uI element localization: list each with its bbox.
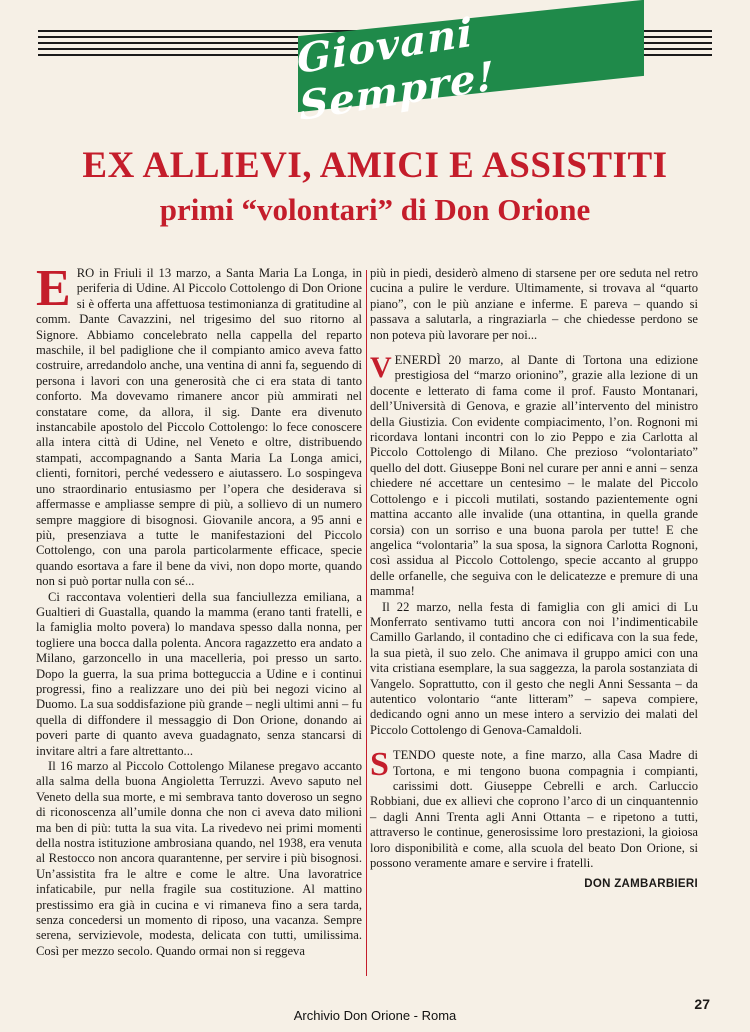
author-signature: DON ZAMBARBIERI bbox=[584, 878, 698, 891]
left-column bbox=[36, 260, 362, 959]
page-number: 27 bbox=[694, 996, 710, 1012]
paragraph bbox=[370, 353, 698, 600]
archive-footer: Archivio Don Orione - Roma bbox=[293, 1008, 457, 1023]
paragraph-text: TENDO queste note, a fine marzo, alla Casa Madre di Tortona, e mi tengono buona compagnia i compianti, carissimi dott. Giuseppe Cebrelli e arch. Carluccio Robbiani, due ex allievi che coprono l’arco di un cinquantennio – dagli Anni Trenta agli Anni Ottanta – e ripetono a tutti, attraverso le continue, generosissime loro prestazioni, la gioiosa loro disponibilità e come, alla scuola del beato Don Orione, si possono veramente amare e servire i fratelli. bbox=[370, 748, 698, 871]
paragraph: Ci raccontava volentieri della sua fanciullezza emiliana, a Gualtieri di Guastalla, quando la mamma (erano tanti fratelli, e la famiglia molto povera) lo mandava spesso dalla nonna, per togliere una bocca dalla polenta. Ancora ragazzetto era andato a Milano, garzoncello in una macelleria, poi presso un sarto. Dopo la guerra, la sua prima botteguccia a Udine e i continui progressi, fino a realizzare uno dei più bei negozi vicino al Duomo. La sua soddisfazione più grande – negli ultimi anni – fu quella di diffondere il messaggio di Don Orione, donando ai poveri parte di quanto aveva guadagnato, senza stancarsi di invitare altri a fare altrettanto... bbox=[36, 589, 362, 758]
paragraph-text: ENERDÌ 20 marzo, al Dante di Tortona una edizione prestigiosa del “marzo orionino”, grazie alla lezione di un docente e letterato di fama come il prof. Fausto Montanari, dell’Università di Genova, e grazie all’intervento del ministro della Giustizia. Con evidente compiacimento, l’on. Rognoni mi ricordava lontani incontri con lo zio Peppo e zia Carlotta al Piccolo Cottolengo di Milano. Che prezioso “volontariato” quello del dott. Giuseppe Boni nel curare per anni e anni – senza chiedere né accettare un centesimo – le malate del Piccolo Cottolengo e i piccoli mutilati, sostando pazientemente ogni mattina accanto alle invalide (una ottantina, in quella grande corsia) con un sorriso e una buona parola per tutte! E che angelica “volontaria” la sua sposa, la signora Carlotta Rognoni, così assidua al Piccolo Cottolengo, specie accanto al gruppo delle orfanelle, che seguiva con le delicatezze e premure di una mamma! bbox=[370, 353, 698, 599]
paragraph: più in piedi, desiderò almeno di starsene per ore seduta nel retro cucina a pulire le verdure. Ultimamente, si trovava al “quarto piano”, con le più anziane e inferme. E pareva – quando si passava a salutarla, a ringraziarla – che chiedesse perdono se non poteva più lavorare per noi... bbox=[370, 266, 698, 342]
banner-text: Giovani Sempre! bbox=[295, 8, 497, 130]
article-title: EX ALLIEVI, AMICI E ASSISTITI bbox=[82, 145, 668, 186]
paragraph-text: RO in Friuli il 13 marzo, a Santa Maria La Longa, in periferia di Udine. Al Piccolo Cottolengo di Don Orione si è offerta una affettuosa testimonianza di gratitudine al comm. Dante Cavazzini, nel trigesimo del suo ritorno al Signore. Abbiamo concelebrato nella cappella del reparto maschile, il bel padiglione che il compianto amico aveva fatto costruire, arredandolo anche, una ventina di anni fa, seguendo di persona i lavori con una generosità che ci era stata di tanto conforto. Ma dovevamo rimanere ancor più ammirati nel constatare come, da allora, il sig. Dante era divenuto instancabile apostolo del Piccolo Cottolengo: lo fece conoscere alla intera città di Udine, nel Veneto e oltre, distribuendo stampati, accompagnando a Santa Maria La Longa amici, clienti, fornitori, perché vedessero e aiutassero. Lo sospingeva uno straordinario entusiasmo per l’opera che desiderava si affermasse e ampliasse sempre di più, a sollievo di un numero sempre maggiore di bisognosi. Giovanile ancora, a 95 anni e più, presenziava a tutte le manifestazioni del Piccolo Cottolengo, con una parola particolarmente efficace, specie quando esortava a fare il bene da vivi, non dopo morte, quando non si può portar nulla con sé... bbox=[36, 266, 362, 589]
paragraph bbox=[370, 748, 698, 871]
drop-cap: V bbox=[370, 351, 392, 385]
drop-cap: S bbox=[370, 746, 389, 784]
right-column bbox=[370, 266, 698, 893]
section-banner bbox=[295, 0, 644, 130]
paragraph: Il 22 marzo, nella festa di famiglia con gli amici di Lu Monferrato sentivamo tutti ancora con noi l’indimenticabile Camillo Garlando, il contadino che ci edificava con la sua fede, la sua pietà, il suo zelo. Che animava il gruppo amici con una vita cristiana esemplare, la sua saggezza, la parola sostanziata di Vangelo. Soprattutto, con il gesto che negli Anni Sessanta – da autentico volontario “ante litteram” – sapeva compiere, dedicando ogni anno un mese intero a servizio dei malati del Piccolo Cottolengo di Genova-Camaldoli. bbox=[370, 599, 698, 737]
paragraph: Il 16 marzo al Piccolo Cottolengo Milanese pregavo accanto alla salma della buona Angioletta Terruzzi. Avevo saputo nel Veneto della sua morte, e mi sembrava tanto doveroso un segno di riconoscenza all’umile donna che non ci aveva dato milioni ma ben di più: tutta la sua vita. La rivedevo nei primi momenti della nostra istituzione ambrosiana quando, nel 1938, era venuta al Restocco non ancora quarantenne, per servire i più bisognosi. Un’assistita fra le altre e come le altre. Una lavoratrice infaticabile, pur nella fragile sua costituzione. Al mattino prestissimo era già in cucina e vi rimaneva fino a sera tarda, senza concedersi un momento di riposo, una vacanza. Sempre serena, servizievole, modesta, delicata con tutti, umilissima. Così per mezzo secolo. Quando ormai non si reggeva bbox=[36, 759, 362, 958]
drop-cap: E bbox=[36, 260, 71, 317]
paragraph bbox=[36, 260, 362, 590]
column-divider bbox=[366, 270, 367, 976]
article-subtitle: primi “volontari” di Don Orione bbox=[159, 192, 591, 227]
